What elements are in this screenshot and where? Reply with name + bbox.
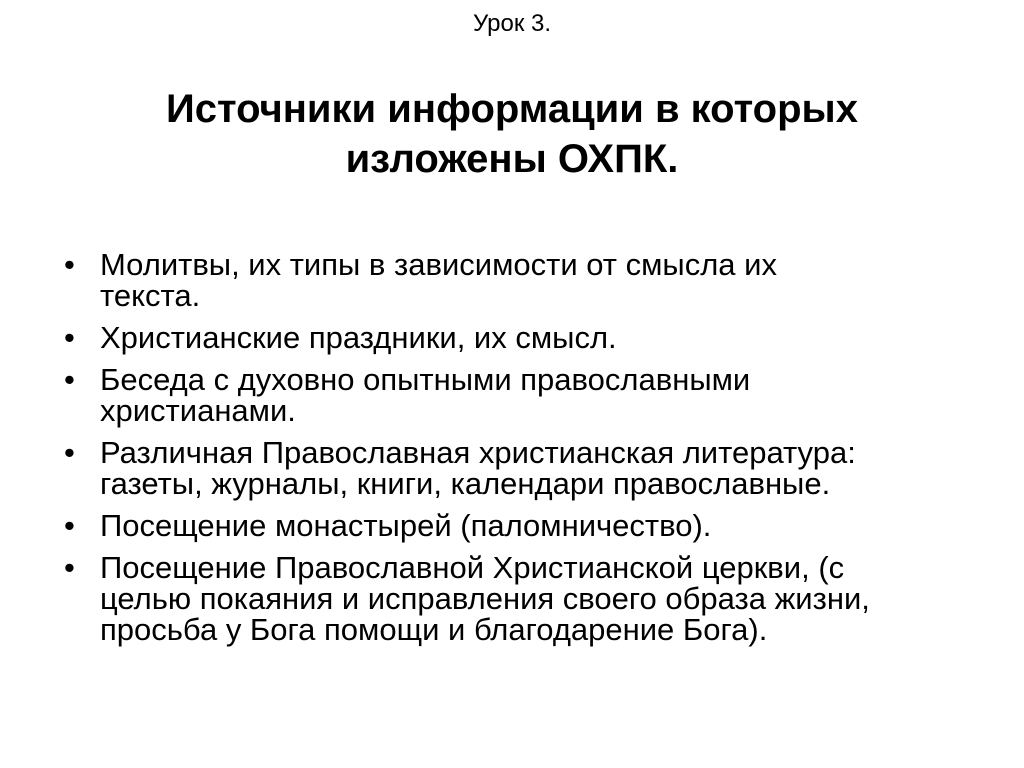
bullet-line: газеты, журналы, книги, календари православные.: [100, 466, 831, 501]
bullet-line: Посещение монастырей (паломничество).: [100, 508, 712, 543]
bullet-line: Посещение Православной Христианской церкви, (с: [100, 550, 845, 585]
bullet-item-holidays: [64, 322, 994, 353]
bullet-line: Христианские праздники, их смысл.: [100, 320, 617, 355]
bullet-item-church: [64, 552, 994, 645]
bullet-line: христианами.: [100, 393, 296, 428]
bullet-icon: •: [64, 550, 75, 585]
bullet-line: просьба у Бога помощи и благодарение Бога).: [100, 612, 768, 647]
lesson-label: Урок 3.: [472, 10, 552, 37]
bullet-item-literature: [64, 437, 994, 499]
bullet-icon: •: [64, 320, 75, 355]
bullet-item-prayers: [64, 249, 994, 311]
bullet-list: [64, 249, 994, 656]
slide-title-line: Источники информации в которых: [166, 87, 858, 131]
bullet-icon: •: [64, 362, 75, 397]
bullet-icon: •: [64, 247, 75, 282]
bullet-line: целью покаяния и исправления своего образа жизни,: [100, 581, 870, 616]
bullet-line: Беседа с духовно опытными православными: [100, 362, 751, 397]
bullet-icon: •: [64, 435, 75, 470]
bullet-line: текста.: [100, 278, 201, 313]
bullet-line: Молитвы, их типы в зависимости от смысла их: [100, 247, 777, 282]
bullet-line: Различная Православная христианская литература:: [100, 435, 856, 470]
bullet-item-monasteries: [64, 510, 994, 541]
bullet-icon: •: [64, 508, 75, 543]
slide-title: [62, 84, 962, 184]
slide-title-line: изложены ОХПК.: [345, 137, 679, 181]
bullet-item-conversation: [64, 364, 994, 426]
